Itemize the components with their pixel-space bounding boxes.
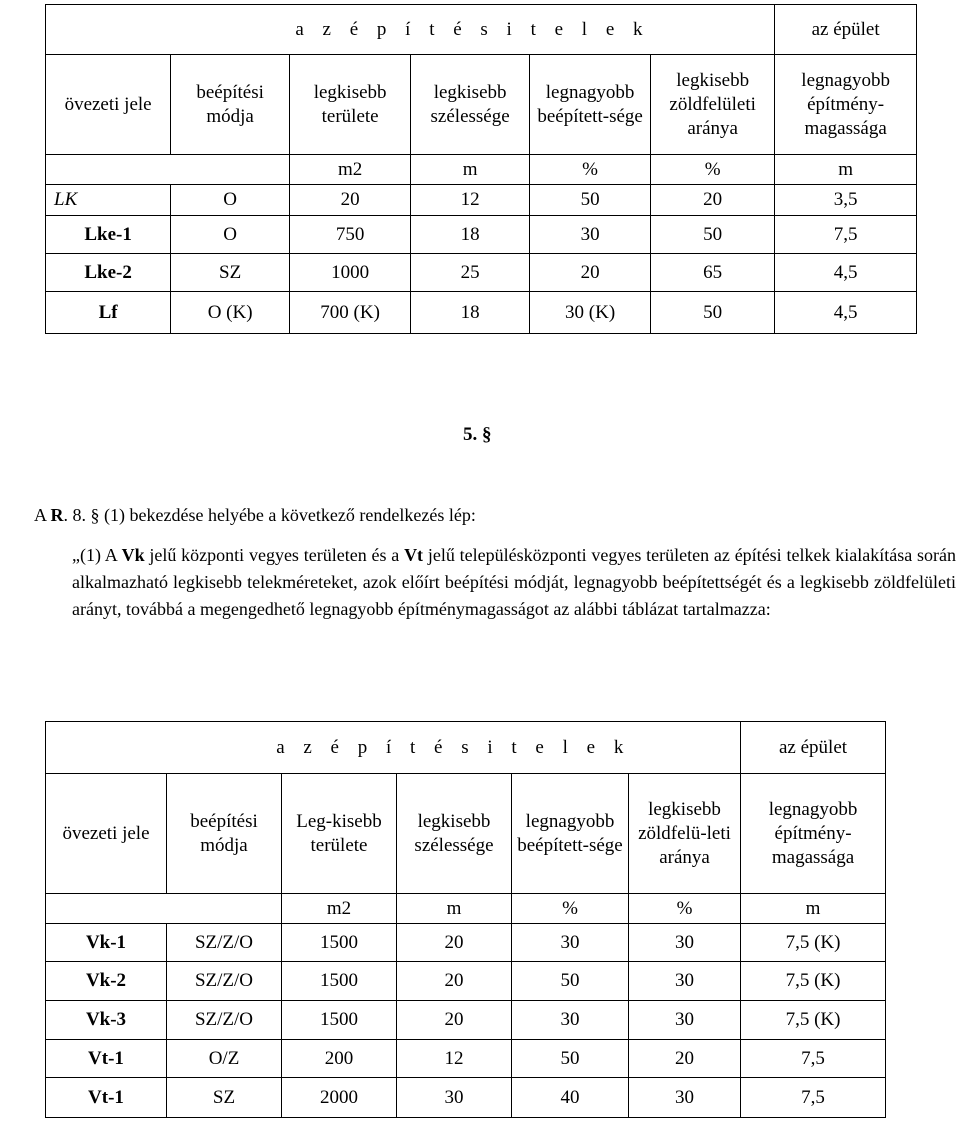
col-header-min-green: legkisebb zöldfelületi aránya <box>651 55 775 155</box>
col-header-max-height: legnagyobb építmény-magassága <box>741 774 886 894</box>
cell: O (K) <box>171 292 290 334</box>
units-blank <box>46 894 282 924</box>
col-header-zone: övezeti jele <box>46 774 167 894</box>
cell: 7,5 (K) <box>741 924 886 962</box>
amendment-intro <box>34 505 476 526</box>
quote-vk: Vk <box>121 545 145 565</box>
col-header-max-height: legnagyobb építmény-magassága <box>775 55 917 155</box>
zone-code: Vt-1 <box>46 1040 167 1078</box>
cell: SZ/Z/O <box>167 962 282 1001</box>
group-header-plot: a z é p í t é s i t e l e k <box>167 722 741 774</box>
blank-header-cell <box>46 5 171 55</box>
zone-code: Vk-2 <box>46 962 167 1001</box>
zoning-table-2 <box>45 721 886 1118</box>
col-header-min-area: legkisebb területe <box>290 55 411 155</box>
cell: 50 <box>512 1040 629 1078</box>
table-row <box>46 254 917 292</box>
col-header-max-coverage: legnagyobb beépített-sége <box>530 55 651 155</box>
table-row <box>46 962 886 1001</box>
unit-cell: % <box>651 155 775 185</box>
cell: 30 <box>397 1078 512 1118</box>
units-row <box>46 894 886 924</box>
cell: 1500 <box>282 1001 397 1040</box>
cell: 750 <box>290 216 411 254</box>
cell: 40 <box>512 1078 629 1118</box>
cell: 200 <box>282 1040 397 1078</box>
section-title: 5. § <box>463 424 492 445</box>
cell: 7,5 (K) <box>741 962 886 1001</box>
unit-cell: m2 <box>290 155 411 185</box>
cell: 30 <box>629 1078 741 1118</box>
quote-open: „(1) A <box>72 545 122 565</box>
cell: 20 <box>397 962 512 1001</box>
cell: 30 <box>512 1001 629 1040</box>
cell: 4,5 <box>775 292 917 334</box>
cell: 20 <box>397 1001 512 1040</box>
unit-cell: m2 <box>282 894 397 924</box>
table-row <box>46 216 917 254</box>
zone-code: LK <box>46 185 171 216</box>
cell: 4,5 <box>775 254 917 292</box>
cell: 30 <box>629 1001 741 1040</box>
cell: 30 (K) <box>530 292 651 334</box>
cell: SZ <box>167 1078 282 1118</box>
table-row <box>46 1040 886 1078</box>
cell: 20 <box>530 254 651 292</box>
table-row <box>46 924 886 962</box>
cell: 18 <box>411 292 530 334</box>
cell: 3,5 <box>775 185 917 216</box>
cell: 7,5 <box>741 1040 886 1078</box>
cell: 12 <box>397 1040 512 1078</box>
unit-cell: m <box>397 894 512 924</box>
zoning-table-1 <box>45 4 917 334</box>
intro-rest: . 8. § (1) bekezdése helyébe a következő rendelkezés lép: <box>63 505 476 525</box>
cell: 1500 <box>282 924 397 962</box>
zone-code: Vk-1 <box>46 924 167 962</box>
cell: 50 <box>530 185 651 216</box>
cell: SZ/Z/O <box>167 1001 282 1040</box>
cell: 7,5 <box>775 216 917 254</box>
table-row <box>46 1078 886 1118</box>
cell: 12 <box>411 185 530 216</box>
quote-mid: jelű központi vegyes területen és a <box>144 545 405 565</box>
cell: 50 <box>512 962 629 1001</box>
zone-code: Lke-1 <box>46 216 171 254</box>
unit-cell: % <box>629 894 741 924</box>
group-header-building: az épület <box>775 5 917 55</box>
col-header-build-mode: beépítési módja <box>167 774 282 894</box>
unit-cell: % <box>512 894 629 924</box>
cell: 20 <box>651 185 775 216</box>
col-header-max-coverage: legnagyobb beépített-sége <box>512 774 629 894</box>
table-row <box>46 185 917 216</box>
cell: 50 <box>651 216 775 254</box>
unit-cell: m <box>741 894 886 924</box>
cell: 25 <box>411 254 530 292</box>
col-header-min-width: legkisebb szélessége <box>411 55 530 155</box>
col-header-build-mode: beépítési módja <box>171 55 290 155</box>
cell: SZ <box>171 254 290 292</box>
cell: 30 <box>629 962 741 1001</box>
units-blank <box>46 155 290 185</box>
quote-rest: jelű településközponti vegyes területen az építési telkek kialakítása során alkalmazható legkisebb telekméreteket, azok előírt beépítési módját, legnagyobb beépítettségét és a legkisebb zöldfelületi arányt, továbbá a megengedhető legnagyobb építménymagasságot az alábbi táblázat tartalmazza: <box>72 545 956 619</box>
col-header-min-green: legkisebb zöldfelü-leti aránya <box>629 774 741 894</box>
cell: 65 <box>651 254 775 292</box>
zone-code: Vt-1 <box>46 1078 167 1118</box>
units-row <box>46 155 917 185</box>
cell: 1500 <box>282 962 397 1001</box>
cell: SZ/Z/O <box>167 924 282 962</box>
quote-vt: Vt <box>404 545 424 565</box>
unit-cell: m <box>775 155 917 185</box>
cell: 700 (K) <box>290 292 411 334</box>
intro-prefix: A <box>34 505 51 525</box>
zone-code: Lf <box>46 292 171 334</box>
cell: 20 <box>629 1040 741 1078</box>
cell: 7,5 (K) <box>741 1001 886 1040</box>
zone-code: Vk-3 <box>46 1001 167 1040</box>
group-header-plot: a z é p í t é s i t e l e k <box>171 5 775 55</box>
cell: 20 <box>290 185 411 216</box>
col-header-zone: övezeti jele <box>46 55 171 155</box>
cell: 30 <box>530 216 651 254</box>
cell: 50 <box>651 292 775 334</box>
cell: 20 <box>397 924 512 962</box>
amendment-quote <box>72 542 956 623</box>
cell: O/Z <box>167 1040 282 1078</box>
cell: 1000 <box>290 254 411 292</box>
cell: O <box>171 185 290 216</box>
zone-code: Lke-2 <box>46 254 171 292</box>
cell: 2000 <box>282 1078 397 1118</box>
cell: 30 <box>512 924 629 962</box>
col-header-min-width: legkisebb szélessége <box>397 774 512 894</box>
intro-bold: R <box>50 505 64 525</box>
cell: 7,5 <box>741 1078 886 1118</box>
table-row <box>46 292 917 334</box>
blank-header-cell <box>46 722 167 774</box>
table-row <box>46 1001 886 1040</box>
col-header-min-area: Leg-kisebb területe <box>282 774 397 894</box>
cell: 30 <box>629 924 741 962</box>
unit-cell: m <box>411 155 530 185</box>
cell: 18 <box>411 216 530 254</box>
group-header-building: az épület <box>741 722 886 774</box>
cell: O <box>171 216 290 254</box>
unit-cell: % <box>530 155 651 185</box>
